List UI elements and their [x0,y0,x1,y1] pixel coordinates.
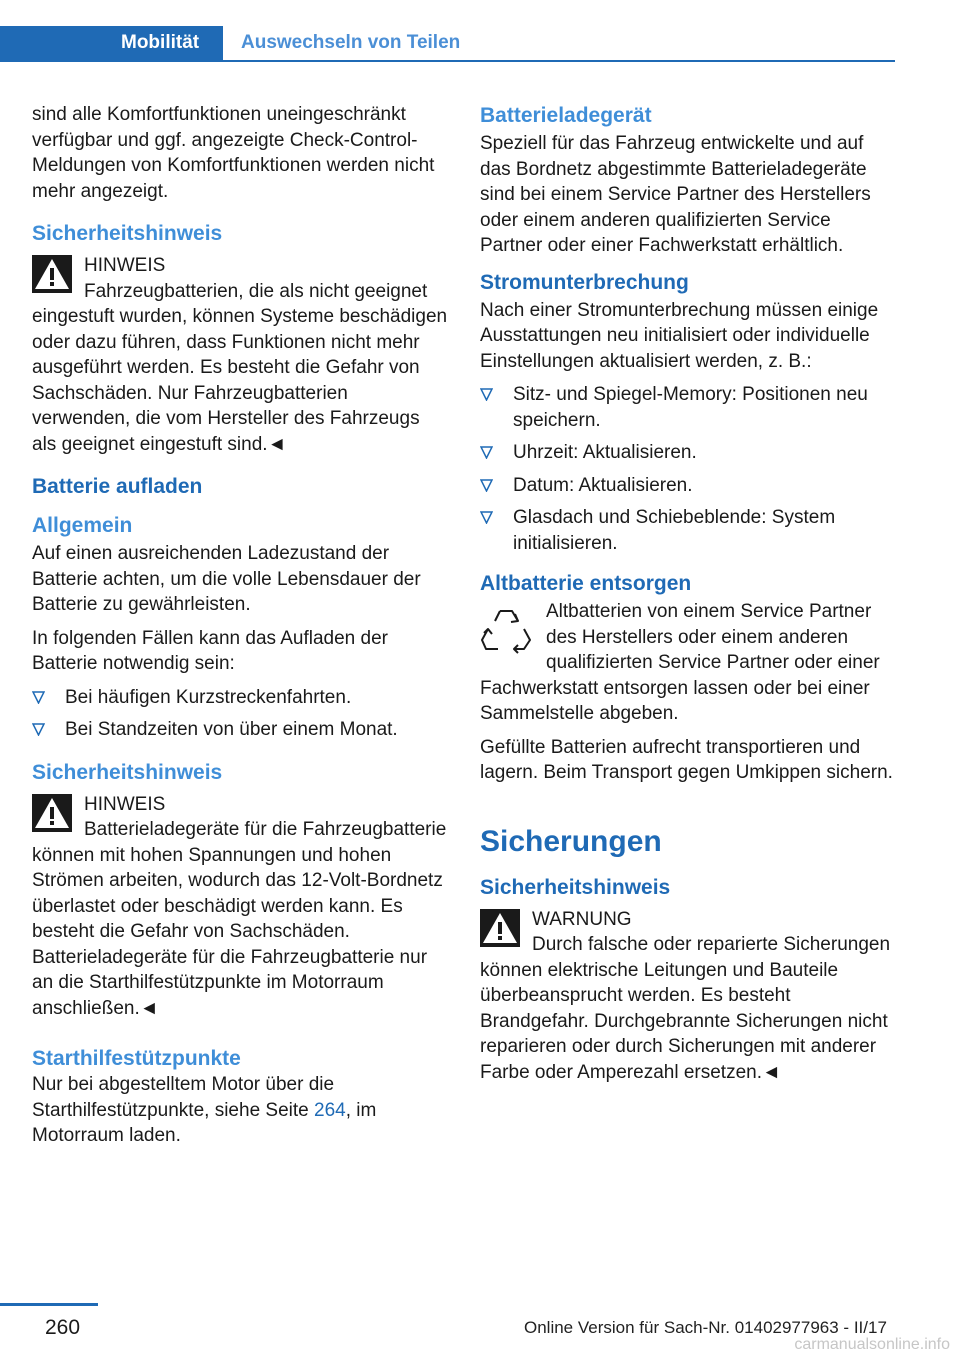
warning-text-2: Batterieladegeräte für die Fahrzeugbatterie können mit hohen Spannungen und hohen Strömen arbeiten, wodurch das 12-Volt-Bordnetz überlastet oder beschädigt werden kann. Es besteht die Gefahr von Sachschäden. Batterieladegeräte für die Fahrzeugbatterie nur an die Starthilfestützpunkte im Motorraum anschließen.◄ [32,819,447,1019]
warning-block-1 [32,253,448,457]
safety-heading-3: Sicherheitshinweis [480,875,671,899]
charger-paragraph: Speziell für das Fahrzeug entwickelte und auf das Bordnetz abgestimmte Batterieladegeräte sind bei einem Service Partner des Herstellers oder einem anderen qualifizierten Service Partner oder einer Fachwerkstatt erhältlich. [480,133,871,256]
list-item: Bei Standzeiten von über einem Monat. [32,717,448,743]
tab-auswechseln: Auswechseln von Teilen [241,32,461,53]
power-list [480,382,896,556]
recycle-icon [480,603,532,655]
warning-text-1: Fahrzeugbatterien, die als nicht geeignet eingestuft wurden, können Systeme beschädigen oder dazu führen, dass Funktionen nicht mehr ausgeführt werden. Es besteht die Gefahr von Sachschäden. Nur Fahrzeugbatterien verwenden, die vom Hersteller des Fahrzeugs als geeignet eingestuft sind.◄ [32,280,448,455]
triangle-bullet-icon [480,388,493,401]
warning-block-2 [32,792,448,1022]
triangle-bullet-icon [480,446,493,459]
general-list [32,685,448,743]
list-item: Uhrzeit: Aktualisieren. [480,440,896,466]
disposal-block [480,599,896,727]
fuses-heading: Sicherungen [480,824,662,858]
disposal-heading: Altbatterie entsorgen [480,572,692,595]
triangle-bullet-icon [480,479,493,492]
right-column [480,102,896,1093]
watermark: carmanualsonline.info [794,1336,950,1353]
left-column [32,102,448,1157]
general-heading: Allgemein [32,514,133,537]
list-item: Bei häufigen Kurzstreckenfahrten. [32,685,448,711]
general-paragraph-1: Auf einen ausreichenden Ladezustand der Batterie achten, um die volle Lebensdauer der Batterie zu gewährleisten. [32,543,421,615]
charger-heading: Batterieladegerät [480,104,652,127]
safety-heading-2: Sicherheitshinweis [32,760,223,784]
warning-label-3: WARNUNG [532,908,632,930]
warning-label-2: HINWEIS [84,793,166,815]
warning-icon [32,255,72,293]
warning-icon [32,794,72,832]
power-paragraph: Nach einer Stromunterbrechung müssen einige Ausstattungen neu initialisiert oder individuelle Einstellungen aktualisiert werden, z. B.: [480,299,879,372]
triangle-bullet-icon [32,691,45,704]
page-number: 260 [45,1316,81,1339]
warning-block-3 [480,907,896,1086]
disposal-paragraph-2: Gefüllte Batterien aufrecht transportieren und lagern. Beim Transport gegen Umkippen sichern. [480,736,893,783]
warning-icon [480,909,520,947]
jump-start-heading: Starthilfestützpunkte [32,1047,241,1070]
list-item: Datum: Aktualisieren. [480,473,896,499]
page-header [0,26,895,62]
list-item: Glasdach und Schiebeblende: System initialisieren. [480,505,896,556]
power-heading: Stromunterbrechung [480,270,689,294]
general-paragraph-2: In folgenden Fällen kann das Aufladen der Batterie notwendig sein: [32,627,388,674]
footer-divider [0,1303,98,1306]
online-version-text: Online Version für Sach-Nr. 01402977963 - II/17 [524,1318,887,1337]
jump-start-paragraph: Nur bei abgestelltem Motor über die Starthilfestützpunkte, siehe Seite 264, im Motorraum laden. [32,1074,377,1146]
list-item: Sitz- und Spiegel-Memory: Positionen neu speichern. [480,382,896,433]
page-link[interactable]: 264 [314,1099,346,1121]
triangle-bullet-icon [32,723,45,736]
safety-heading-1: Sicherheitshinweis [32,222,223,245]
intro-paragraph: sind alle Komfortfunktionen uneingeschränkt verfügbar und ggf. angezeigte Check-Control-Meldungen von Komfortfunktionen werden nicht mehr angezeigt. [32,104,435,202]
charge-heading: Batterie aufladen [32,475,203,498]
header-divider [0,60,895,62]
disposal-paragraph-1: Altbatterien von einem Service Partner des Herstellers oder einem anderen qualifizierten Service Partner oder einer Fachwerkstatt entsorgen lassen oder bei einer Sammelstelle abgeben. [480,601,880,724]
triangle-bullet-icon [480,511,493,524]
tab-mobilitaet: Mobilität [0,26,223,60]
warning-label-1: HINWEIS [84,255,166,276]
warning-text-3: Durch falsche oder reparierte Sicherungen können elektrische Leitungen und Bauteile überbeansprucht werden. Es besteht Brandgefahr. Durchgebrannte Sicherungen nicht reparieren oder durch Sicherungen mit anderer Farbe oder Amperezahl ersetzen.◄ [480,934,891,1083]
